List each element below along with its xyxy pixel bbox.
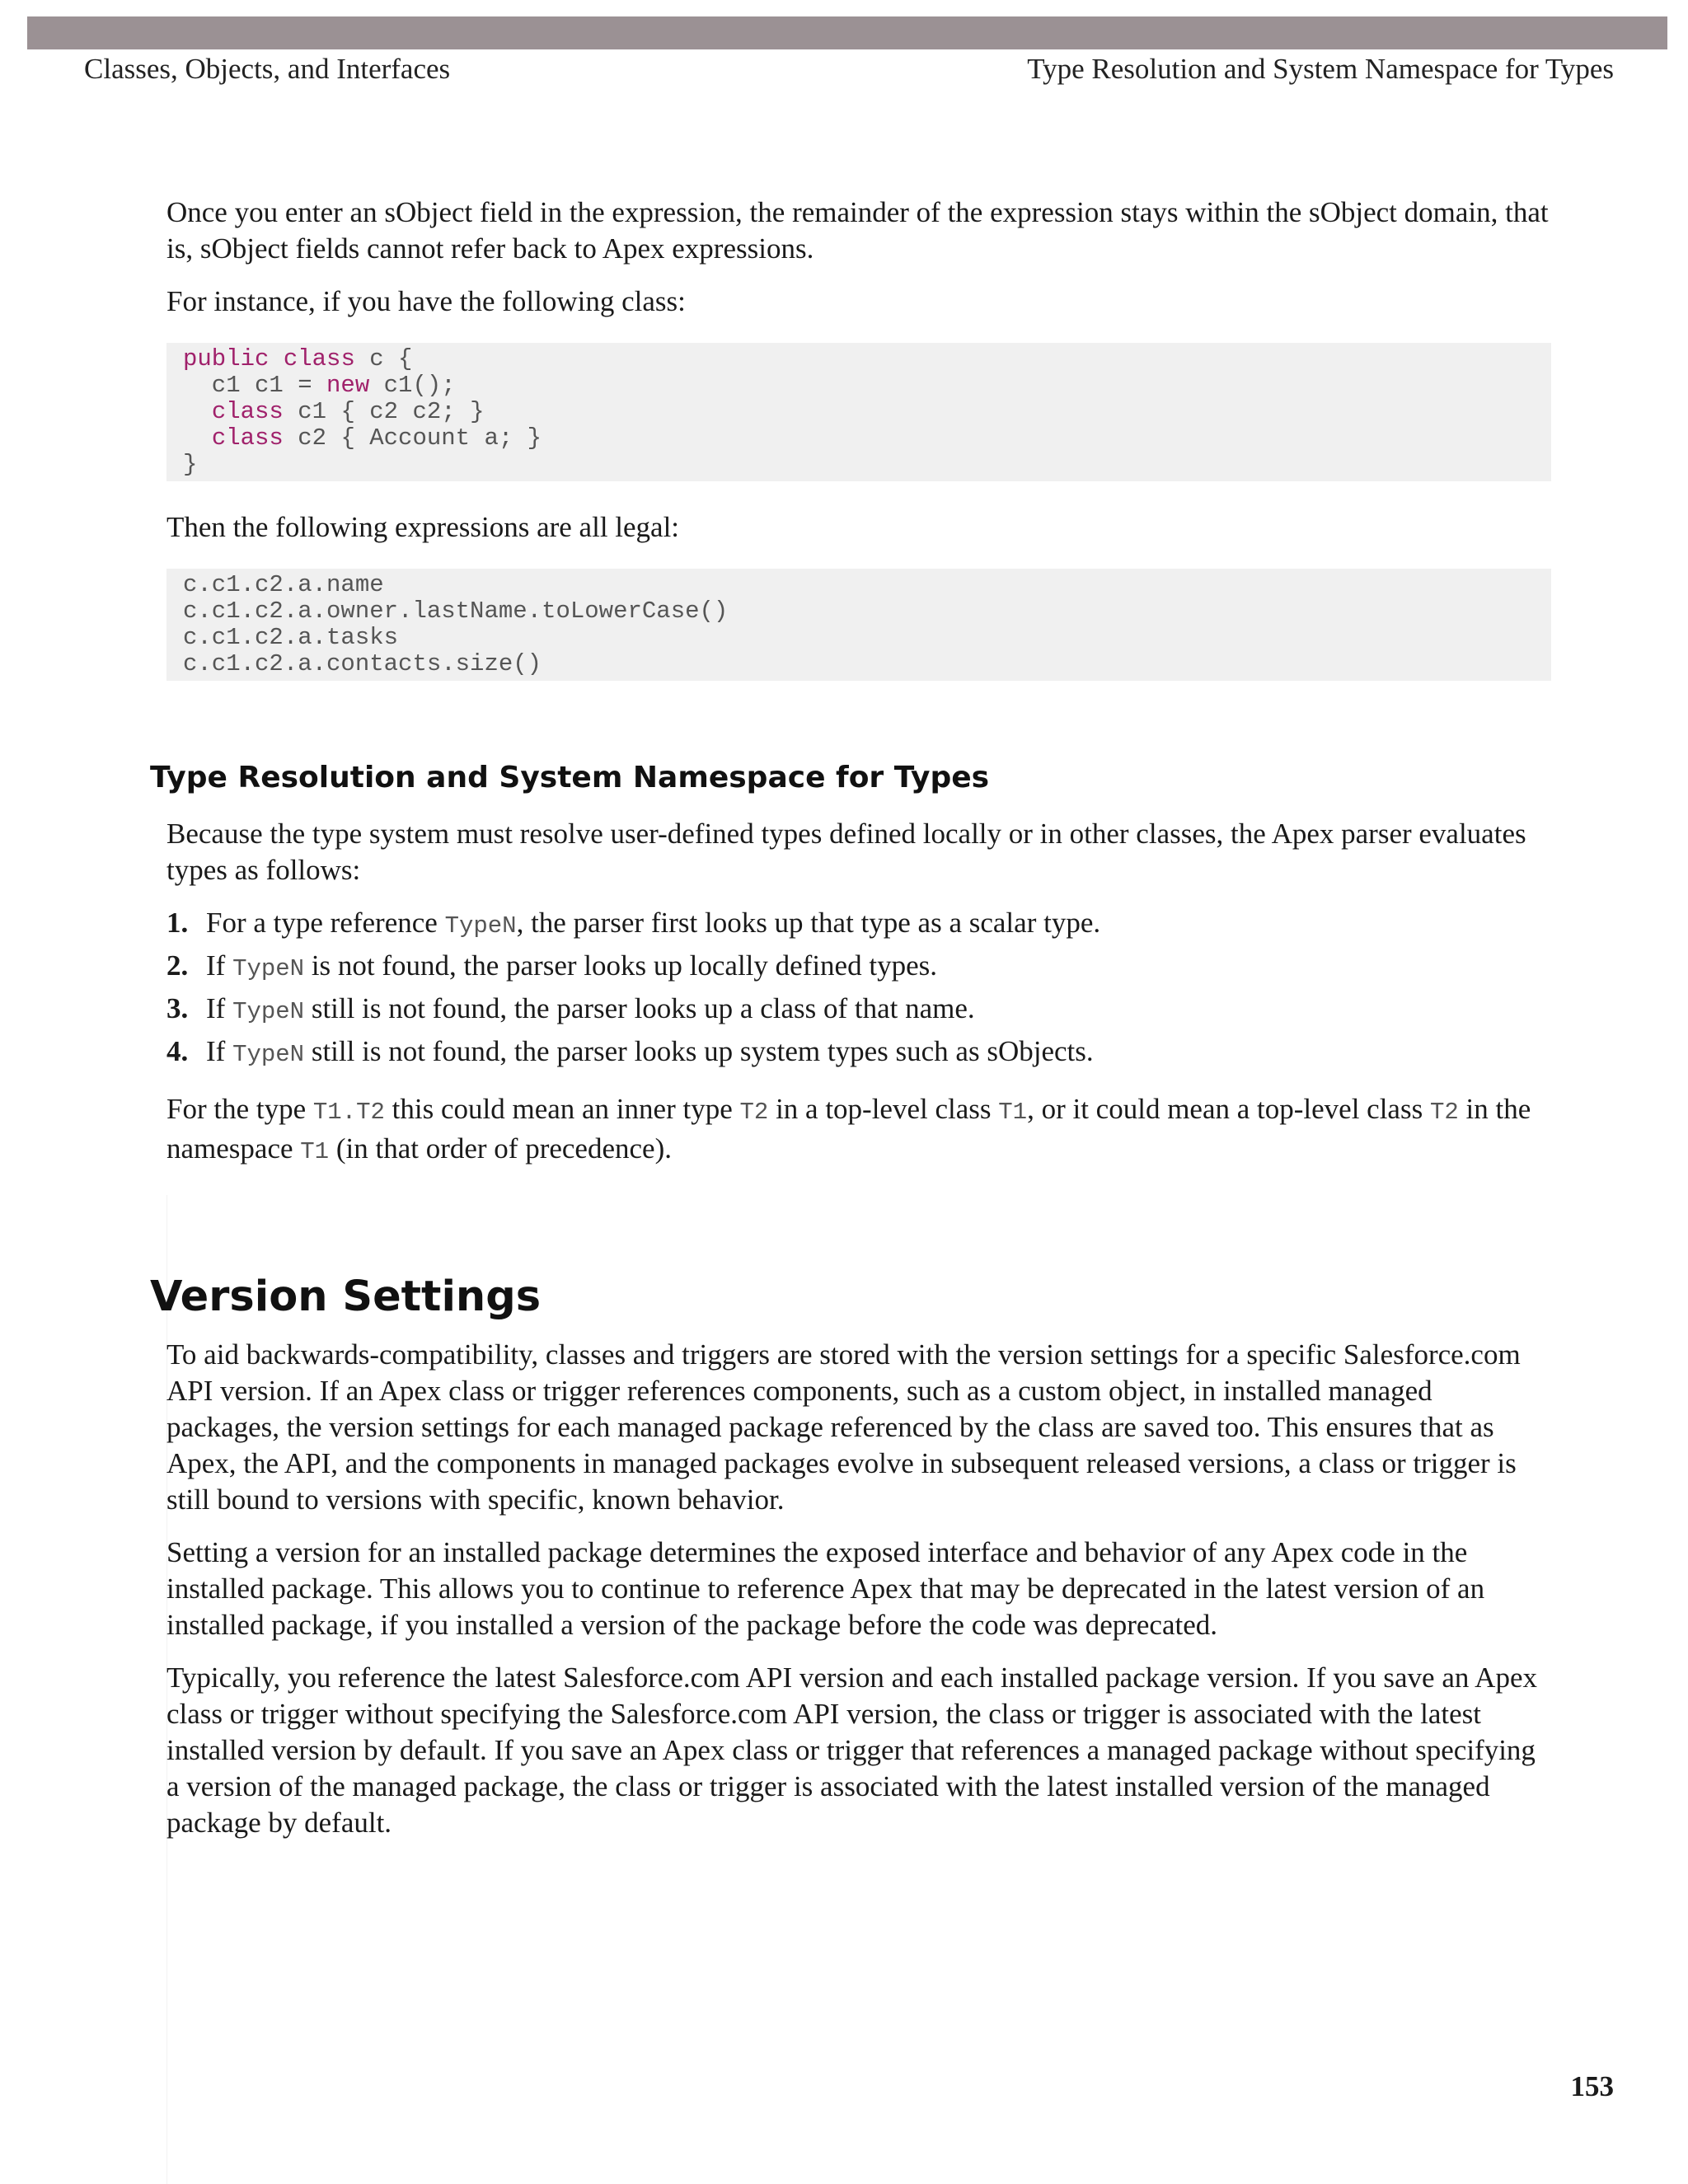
step-text-part: , the parser first looks up that type as a scalar type. [516,907,1101,939]
step-number: 1. [166,907,189,939]
step-text [206,1033,1094,1073]
version-settings-paragraph-2: Setting a version for an installed package determines the exposed interface and behavior of any Apex code in the installed package. This allows you to continue to reference Apex that may be deprecated in the latest version of an installed package, if you installed a version of the package before the code was deprecated. [166,1536,1485,1641]
inline-code: TypeN [232,998,305,1025]
list-item [166,905,1551,944]
intro-paragraph: Once you enter an sObject field in the expression, the remainder of the expression stays within the sObject domain, that is, sObject fields cannot refer back to Apex expressions. [166,196,1549,265]
version-settings-heading: Version Settings [150,1272,542,1321]
text-part: this could mean an inner type [384,1093,740,1125]
text-part: For the type [166,1093,313,1125]
step-text-part: For a type reference [206,907,445,939]
header-bar [27,16,1667,49]
step-number: 3. [166,992,189,1024]
page-content [150,194,1551,1858]
step-text-part: If [206,949,233,982]
class-example-intro: For instance, if you have the following class: [166,285,686,317]
step-text [206,948,937,987]
inline-code: T2 [739,1099,769,1126]
inline-code: T1.T2 [312,1099,385,1126]
step-text [206,905,1100,944]
running-header-right: Type Resolution and System Namespace for Types [1027,53,1614,85]
step-text-part: If [206,1035,233,1067]
code-line: c.c1.c2.a.name [183,571,384,598]
step-text-part: If [206,992,233,1024]
step-text-part: still is not found, the parser looks up a class of that name. [304,992,975,1024]
step-text-part: is not found, the parser looks up locally defined types. [304,949,937,982]
inline-code: TypeN [232,1041,305,1068]
code-keyword: new [326,372,370,399]
code-line: c.c1.c2.a.tasks [183,624,399,651]
class-code-block [166,343,1551,481]
running-header-left: Classes, Objects, and Interfaces [84,53,451,85]
version-settings-paragraph-1: To aid backwards-compatibility, classes and triggers are stored with the version settings for a specific Salesforce.com API version. If an Apex class or trigger references components, such as a custom object, in installed managed packages, the version settings for each managed package referenced by the class are saved too. This ensures that as Apex, the API, and the components in managed packages evolve in subsequent released versions, a class or trigger is still bound to versions with specific, known behavior. [166,1338,1521,1516]
code-keyword: class [283,345,355,373]
list-item [166,948,1551,987]
type-resolution-heading: Type Resolution and System Namespace for Types [150,761,990,794]
code-text: c { [354,345,413,373]
version-settings-paragraph-3: Typically, you reference the latest Salesforce.com API version and each installed package version. If you save an Apex class or trigger without specifying the Salesforce.com API version, the class or trigger is associated with the latest installed version by default. If you save an Apex class or trigger that references a managed package without specifying a version of the managed package, the class or trigger is associated with the latest installed version of the managed package by default. [166,1661,1537,1839]
code-text: } [183,451,198,478]
legal-expressions-intro: Then the following expressions are all legal: [166,511,680,543]
code-line: c.c1.c2.a.contacts.size() [183,650,542,677]
code-keyword: class [211,398,284,425]
step-number: 4. [166,1035,189,1067]
list-item [166,991,1551,1030]
inline-code: TypeN [444,912,517,940]
list-item [166,1033,1551,1073]
page-number: 153 [1570,2070,1614,2102]
resolution-steps-list [166,905,1551,1073]
inline-code: TypeN [232,955,305,982]
expressions-code-block [166,569,1551,681]
code-keyword: public [183,345,270,373]
text-part: (in that order of precedence). [329,1132,672,1165]
text-part: in the namespace [166,1093,1531,1165]
step-text-part: still is not found, the parser looks up system types such as sObjects. [304,1035,1094,1067]
step-text [206,991,975,1030]
inline-code: T1 [998,1099,1028,1126]
code-text: c1 { c2 c2; } [283,398,485,425]
text-part: in a top-level class [768,1093,999,1125]
inline-code: T1 [300,1138,330,1165]
inline-code: T2 [1429,1099,1459,1126]
step-number: 2. [166,949,189,982]
type-precedence-paragraph [166,1091,1551,1170]
text-part: , or it could mean a top-level class [1027,1093,1430,1125]
code-line: c.c1.c2.a.owner.lastName.toLowerCase() [183,598,729,625]
code-text: c1 c1 = [183,372,327,399]
code-text: c2 { Account a; } [283,424,542,452]
code-keyword: class [211,424,284,452]
code-text: c1(); [369,372,456,399]
type-resolution-intro: Because the type system must resolve user-defined types defined locally or in other classes, the Apex parser evaluates types as follows: [166,818,1526,886]
